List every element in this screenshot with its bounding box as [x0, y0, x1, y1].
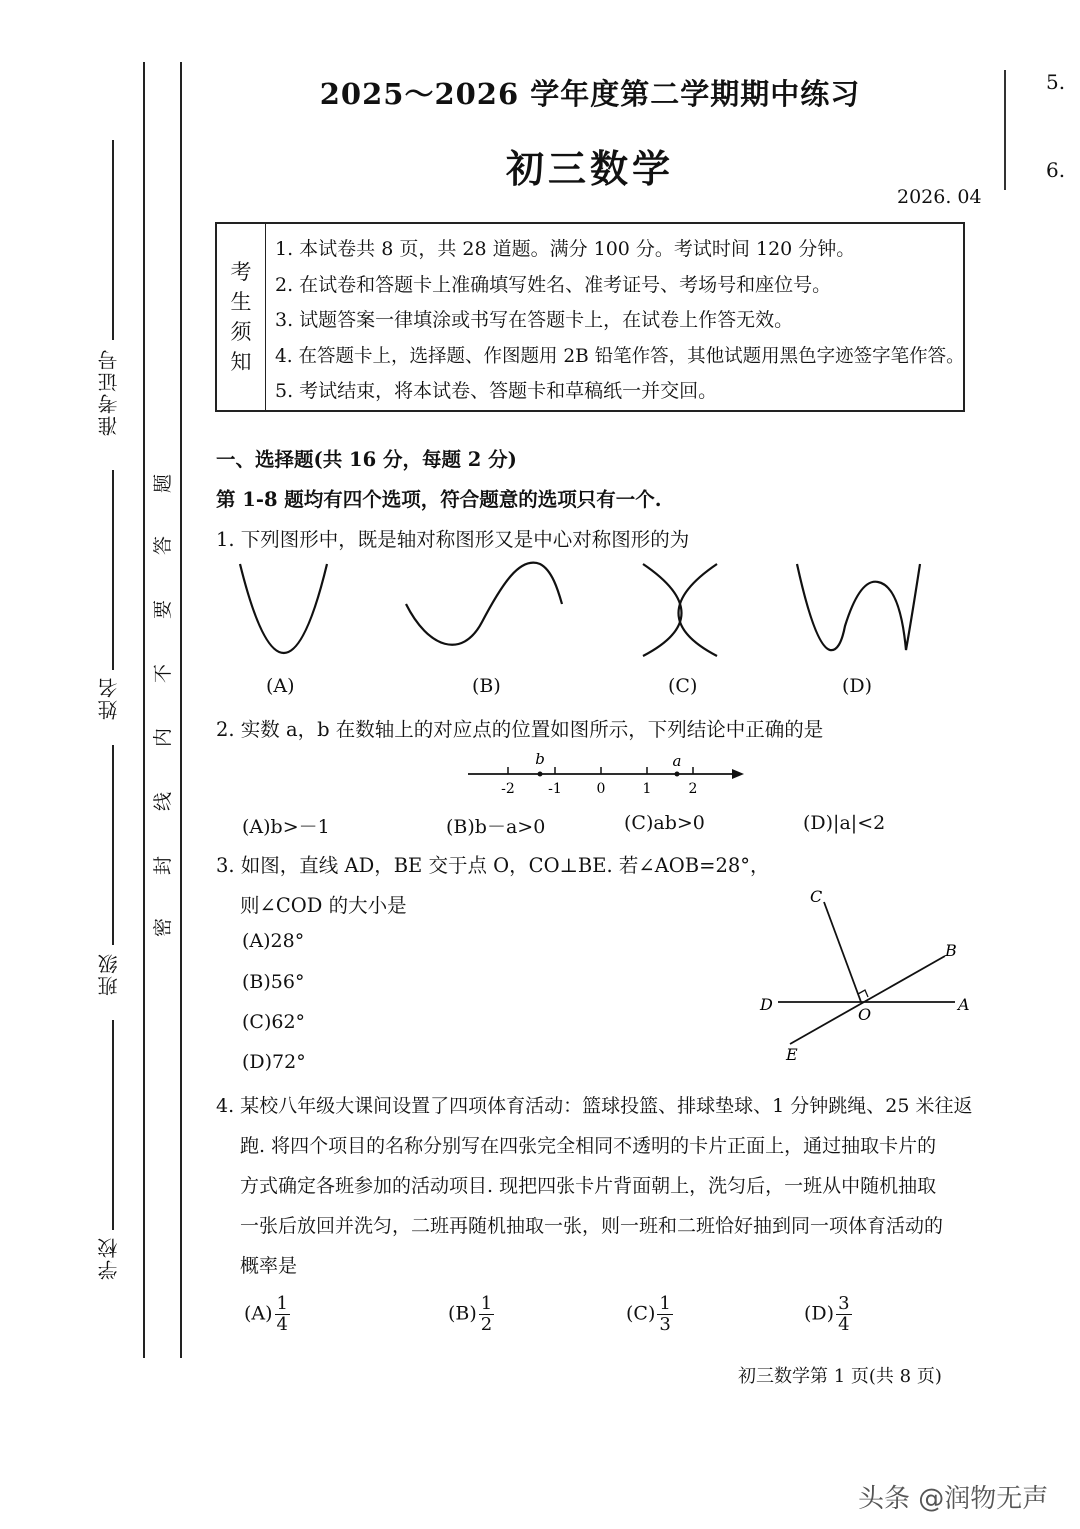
- fraction: [479, 1294, 494, 1335]
- q1-label-d: (D): [842, 675, 873, 697]
- q3-text-line2: 则∠COD 的大小是: [240, 894, 407, 917]
- q3-option-a: (A)28°: [242, 930, 305, 952]
- exam-id-field-label: 准考证号: [97, 348, 121, 436]
- q3-geometry-figure: [750, 880, 980, 1070]
- notice-items: [275, 232, 965, 410]
- numerator: 1: [276, 1293, 288, 1314]
- q4-option-b: [448, 1294, 494, 1335]
- notice-label-char: 知: [230, 350, 252, 374]
- notice-label-char: 须: [230, 320, 252, 344]
- figure-a-parabola: [240, 564, 327, 653]
- seal-char: 答: [152, 535, 175, 556]
- geometry-svg: [750, 880, 980, 1070]
- axis-tick-label: 0: [596, 781, 606, 797]
- q2-option-a: (A)b>－1: [242, 816, 330, 838]
- point-label-b: b: [535, 752, 545, 768]
- option-label: (C): [626, 1302, 656, 1325]
- q4-text-line: 跑. 将四个项目的名称分别写在四张完全相同不透明的卡片正面上，通过抽取卡片的: [240, 1135, 937, 1157]
- q3-text-line1: 3. 如图，直线 AD，BE 交于点 O，CO⊥BE. 若∠AOB=28°，: [216, 854, 770, 877]
- q2-option-c: (C)ab>0: [624, 812, 705, 834]
- option-label: (B): [448, 1302, 477, 1325]
- q2-number-line: [460, 752, 760, 802]
- figure-c-curves-right: [679, 564, 718, 656]
- denominator: 4: [838, 1314, 850, 1335]
- page-footer: 初三数学第 1 页(共 8 页): [738, 1366, 942, 1387]
- seal-char: 内: [152, 727, 175, 748]
- q4-text-line: 方式确定各班参加的活动项目. 现把四张卡片背面朝上，洗匀后，一班从中随机抽取: [240, 1175, 937, 1197]
- school-field-line: [112, 1020, 114, 1230]
- point-label-a: A: [958, 995, 970, 1014]
- q4-option-c: [626, 1294, 673, 1335]
- exam-notice-box: [215, 222, 965, 412]
- next-page-question-number: 6.: [1046, 158, 1066, 182]
- name-field-line: [112, 470, 114, 670]
- number-line-svg: [460, 752, 760, 802]
- q2-text: 2. 实数 a，b 在数轴上的对应点的位置如图所示，下列结论中正确的是: [216, 718, 824, 741]
- seal-char: 线: [152, 791, 175, 812]
- q3-option-c: (C)62°: [242, 1011, 306, 1033]
- q4-option-a: [244, 1294, 290, 1335]
- notice-item: 3. 试题答案一律填涂或书写在答题卡上，在试卷上作答无效。: [275, 309, 794, 331]
- point-label-b: B: [945, 941, 957, 960]
- class-field-line: [112, 745, 114, 945]
- numerator: 3: [838, 1293, 850, 1314]
- option-label: (D): [804, 1302, 835, 1325]
- seal-char: 题: [152, 473, 175, 494]
- q1-figures-svg: [200, 556, 960, 666]
- class-field-label: 班级: [97, 952, 121, 996]
- q2-option-d: (D)|a|<2: [803, 812, 886, 834]
- exam-title: 2025～2026 学年度第二学期期中练习: [319, 77, 861, 111]
- school-field-label: 学校: [97, 1236, 121, 1280]
- exam-date: 2026. 04: [897, 186, 982, 208]
- seal-char: 封: [152, 855, 175, 876]
- q4-text-line: 一张后放回并洗匀，二班再随机抽取一张，则一班和二班恰好抽到同一项体育活动的: [240, 1215, 944, 1237]
- figure-d-wcurve: [797, 564, 920, 650]
- notice-label-char: 考: [230, 260, 252, 284]
- q1-text: 1. 下列图形中，既是轴对称图形又是中心对称图形的为: [216, 528, 690, 551]
- next-page-question-number: 5.: [1046, 70, 1066, 94]
- denominator: 2: [480, 1314, 493, 1335]
- point-label-e: E: [786, 1045, 798, 1064]
- q3-option-d: (D)72°: [242, 1051, 306, 1073]
- fraction: [275, 1294, 290, 1335]
- point-label-c: C: [810, 887, 823, 906]
- watermark: 头条 @润物无声: [858, 1484, 1049, 1514]
- seal-char: 要: [152, 599, 175, 620]
- section-heading: 一、选择题(共 16 分，每题 2 分): [216, 448, 517, 471]
- notice-item: 2. 在试卷和答题卡上准确填写姓名、准考证号、考场号和座位号。: [275, 273, 832, 296]
- binding-line-outer: [143, 62, 145, 1358]
- point-label-a: a: [672, 752, 682, 770]
- q4-text-line: 概率是: [240, 1255, 298, 1277]
- subject-title: 初三数学: [505, 146, 674, 191]
- q1-figures: [200, 556, 960, 666]
- point-label-d: D: [760, 995, 773, 1014]
- fraction: [836, 1294, 851, 1335]
- q3-option-b: (B)56°: [242, 971, 305, 993]
- binding-line-inner: [180, 62, 182, 1358]
- figure-c-curves-left: [643, 564, 682, 656]
- section-instruction: 第 1-8 题均有四个选项，符合题意的选项只有一个.: [216, 488, 662, 511]
- denominator: 4: [276, 1314, 288, 1335]
- figure-b-sine: [406, 563, 562, 645]
- axis-tick-label: 1: [642, 781, 652, 797]
- option-label: (A): [244, 1302, 273, 1325]
- numerator: 1: [659, 1293, 671, 1314]
- notice-label: [217, 224, 266, 410]
- notice-item: 5. 考试结束，将本试卷、答题卡和草稿纸一并交回。: [275, 380, 718, 402]
- q1-label-a: (A): [266, 675, 295, 697]
- fraction: [657, 1294, 672, 1335]
- axis-tick-label: -1: [548, 781, 562, 797]
- q4-option-d: [804, 1294, 852, 1335]
- numerator: 1: [480, 1293, 493, 1314]
- q1-label-c: (C): [668, 675, 698, 697]
- axis-tick-label: 2: [688, 781, 698, 797]
- axis-tick-label: -2: [501, 781, 515, 797]
- notice-item: 1. 本试卷共 8 页，共 28 道题。满分 100 分。考试时间 120 分钟。: [275, 238, 856, 260]
- notice-label-char: 生: [230, 290, 252, 314]
- notice-item: 4. 在答题卡上，选择题、作图题用 2B 铅笔作答，其他试题用黑色字迹签字笔作答。: [275, 345, 965, 367]
- q4-text-line: 4. 某校八年级大课间设置了四项体育活动：篮球投篮、排球垫球、1 分钟跳绳、25 米往返: [216, 1095, 973, 1117]
- point-label-o: O: [858, 1005, 872, 1024]
- seal-char: 不: [152, 663, 175, 684]
- denominator: 3: [659, 1314, 671, 1335]
- name-field-label: 姓名: [97, 676, 121, 720]
- q2-option-b: (B)b－a>0: [446, 816, 546, 838]
- seal-char: 密: [152, 917, 175, 938]
- q1-label-b: (B): [472, 675, 501, 697]
